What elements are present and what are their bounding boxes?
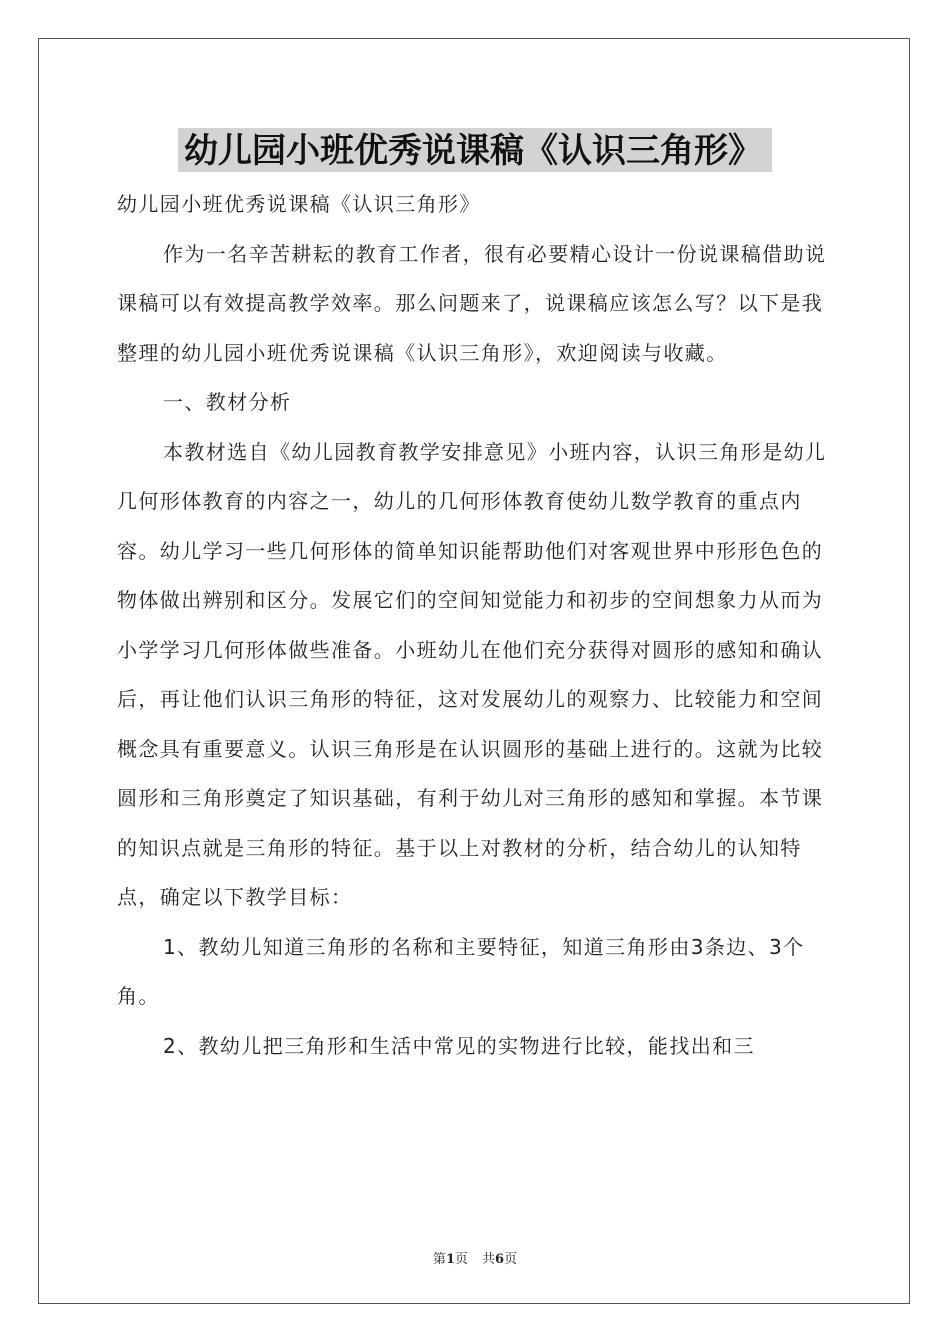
- title-container: [0, 128, 950, 172]
- document-body: [117, 180, 837, 1071]
- page-suffix: 页: [454, 1252, 468, 1267]
- total-prefix: 共: [482, 1252, 496, 1267]
- goal-item-1: 1、教幼儿知道三角形的名称和主要特征，知道三角形由3条边、3个角。: [117, 934, 805, 1008]
- subtitle-paragraph: 幼儿园小班优秀说课稿《认识三角形》: [117, 192, 481, 216]
- total-page-number: 6: [495, 1252, 505, 1267]
- section-heading: 一、教材分析: [163, 390, 292, 414]
- analysis-paragraph: 本教材选自《幼儿园教育教学安排意见》小班内容，认识三角形是幼儿几何形体教育的内容之一，幼儿的几何形体教育使幼儿数学教育的重点内容。幼儿学习一些几何形体的简单知识能帮助他们对客观世界中形形色色的物体做出辨别和区分。发展它们的空间知觉能力和初步的空间想象力从而为小学学习几何形体做些准备。小班幼儿在他们充分获得对圆形的感知和确认后，再让他们认识三角形的特征，这对发展幼儿的观察力、比较能力和空间概念具有重要意义。认识三角形是在认识圆形的基础上进行的。这就为比较圆形和三角形奠定了知识基础，有利于幼儿对三角形的感知和掌握。本节课的知识点就是三角形的特征。基于以上对教材的分析，结合幼儿的认知特点，确定以下教学目标：: [117, 439, 827, 909]
- current-page-number: 1: [445, 1252, 455, 1267]
- goal-item-2: 2、教幼儿把三角形和生活中常见的实物进行比较，能找出和三: [163, 1033, 755, 1058]
- page-footer: [0, 1248, 950, 1267]
- document-title: 幼儿园小班优秀说课稿《认识三角形》: [178, 128, 772, 172]
- intro-paragraph: 作为一名辛苦耕耘的教育工作者，很有必要精心设计一份说课稿借助说课稿可以有效提高教学效率。那么问题来了，说课稿应该怎么写？以下是我整理的幼儿园小班优秀说课稿《认识三角形》，欢迎阅读与收藏。: [117, 241, 827, 365]
- total-suffix: 页: [504, 1252, 518, 1267]
- page-prefix: 第: [432, 1252, 446, 1267]
